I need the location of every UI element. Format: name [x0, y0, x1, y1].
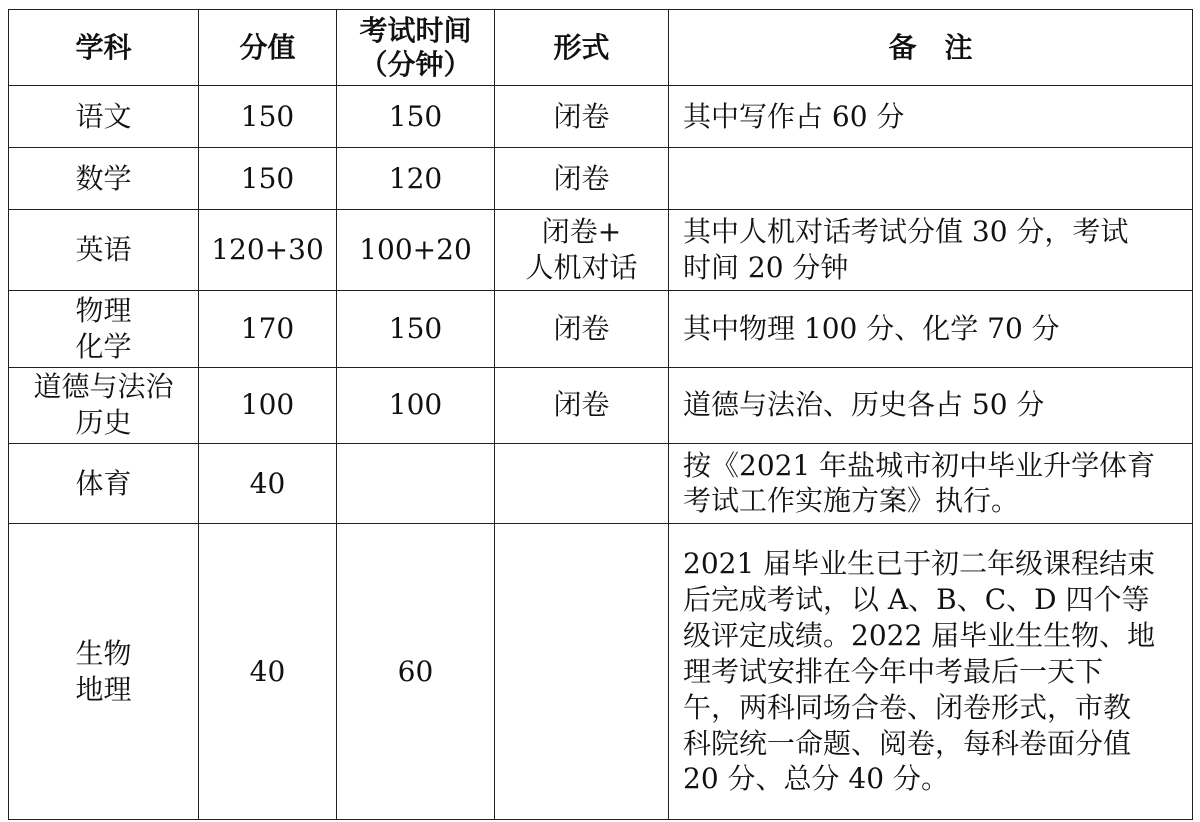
time-cell: 100 — [337, 367, 495, 443]
subject-text: 生物 地理 — [75, 636, 132, 706]
time-cell: 150 — [337, 86, 495, 148]
score-cell: 100 — [199, 367, 337, 443]
score-cell: 150 — [199, 86, 337, 148]
subject-cell — [9, 443, 199, 524]
remark-text: 其中写作占 60 分 — [683, 99, 905, 133]
score-cell: 40 — [199, 443, 337, 524]
subject-text: 数学 — [75, 161, 132, 195]
table-row-chinese — [9, 86, 1193, 148]
subject-text: 道德与法治 历史 — [33, 370, 174, 440]
exam-subjects-table — [8, 9, 1193, 820]
table-row-pe — [9, 443, 1193, 524]
time-cell: 150 — [337, 290, 495, 367]
remark-cell — [669, 443, 1193, 524]
subject-cell — [9, 524, 199, 820]
remark-cell — [669, 367, 1193, 443]
format-text: 闭卷 — [553, 388, 610, 422]
header-format: 形式 — [495, 10, 669, 86]
format-text: 闭卷 — [553, 99, 610, 133]
time-cell — [337, 443, 495, 524]
subject-cell — [9, 86, 199, 148]
remark-cell — [669, 290, 1193, 367]
table-row-english — [9, 210, 1193, 291]
header-row — [9, 10, 1193, 86]
subject-cell — [9, 210, 199, 291]
score-cell: 120+30 — [199, 210, 337, 291]
subject-text: 体育 — [75, 466, 132, 500]
format-text: 闭卷 — [553, 161, 610, 195]
score-cell: 40 — [199, 524, 337, 820]
score-cell: 170 — [199, 290, 337, 367]
subject-cell — [9, 290, 199, 367]
remark-text: 道德与法治、历史各占 50 分 — [683, 388, 1045, 422]
format-text: 闭卷 — [553, 311, 610, 345]
remark-cell — [669, 210, 1193, 291]
format-text: 闭卷+ 人机对话 — [525, 215, 638, 284]
subject-text: 物理 化学 — [75, 293, 132, 363]
subject-text: 英语 — [75, 232, 132, 266]
time-cell: 100+20 — [337, 210, 495, 291]
remark-text: 2021 届毕业生已于初二年级课程结束 后完成考试，以 A、B、C、D 四个等 级评定成绩。2022 届毕业生生物、地 理考试安排在今年中考最后一天下 午，两科同场合卷、闭卷形式，市教 科院统一命题、阅卷，每科卷面分值 20 分、总分 40 分。 — [683, 547, 1156, 796]
remark-text: 其中人机对话考试分值 30 分，考试 时间 20 分钟 — [683, 215, 1129, 284]
table-row-math — [9, 148, 1193, 210]
subject-cell — [9, 367, 199, 443]
table-row-physics-chemistry — [9, 290, 1193, 367]
format-cell — [495, 148, 669, 210]
remark-text: 按《2021 年盐城市初中毕业升学体育 考试工作实施方案》执行。 — [683, 448, 1156, 518]
table-row-morality-history — [9, 367, 1193, 443]
header-time — [337, 10, 495, 86]
header-time-line2: （分钟） — [359, 47, 472, 81]
remark-cell — [669, 148, 1193, 210]
remark-cell — [669, 524, 1193, 820]
format-cell — [495, 290, 669, 367]
format-cell — [495, 443, 669, 524]
remark-cell — [669, 86, 1193, 148]
format-cell — [495, 210, 669, 291]
table-row-biology-geography — [9, 524, 1193, 820]
format-cell — [495, 367, 669, 443]
remark-text: 其中物理 100 分、化学 70 分 — [683, 311, 1060, 345]
format-cell — [495, 86, 669, 148]
score-cell: 150 — [199, 148, 337, 210]
subject-cell — [9, 148, 199, 210]
format-cell — [495, 524, 669, 820]
subject-text: 语文 — [75, 99, 132, 133]
time-cell: 120 — [337, 148, 495, 210]
header-time-line1: 考试时间 — [359, 13, 472, 47]
header-remark: 备 注 — [669, 10, 1193, 86]
header-subject: 学科 — [9, 10, 199, 86]
header-score: 分值 — [199, 10, 337, 86]
time-cell: 60 — [337, 524, 495, 820]
